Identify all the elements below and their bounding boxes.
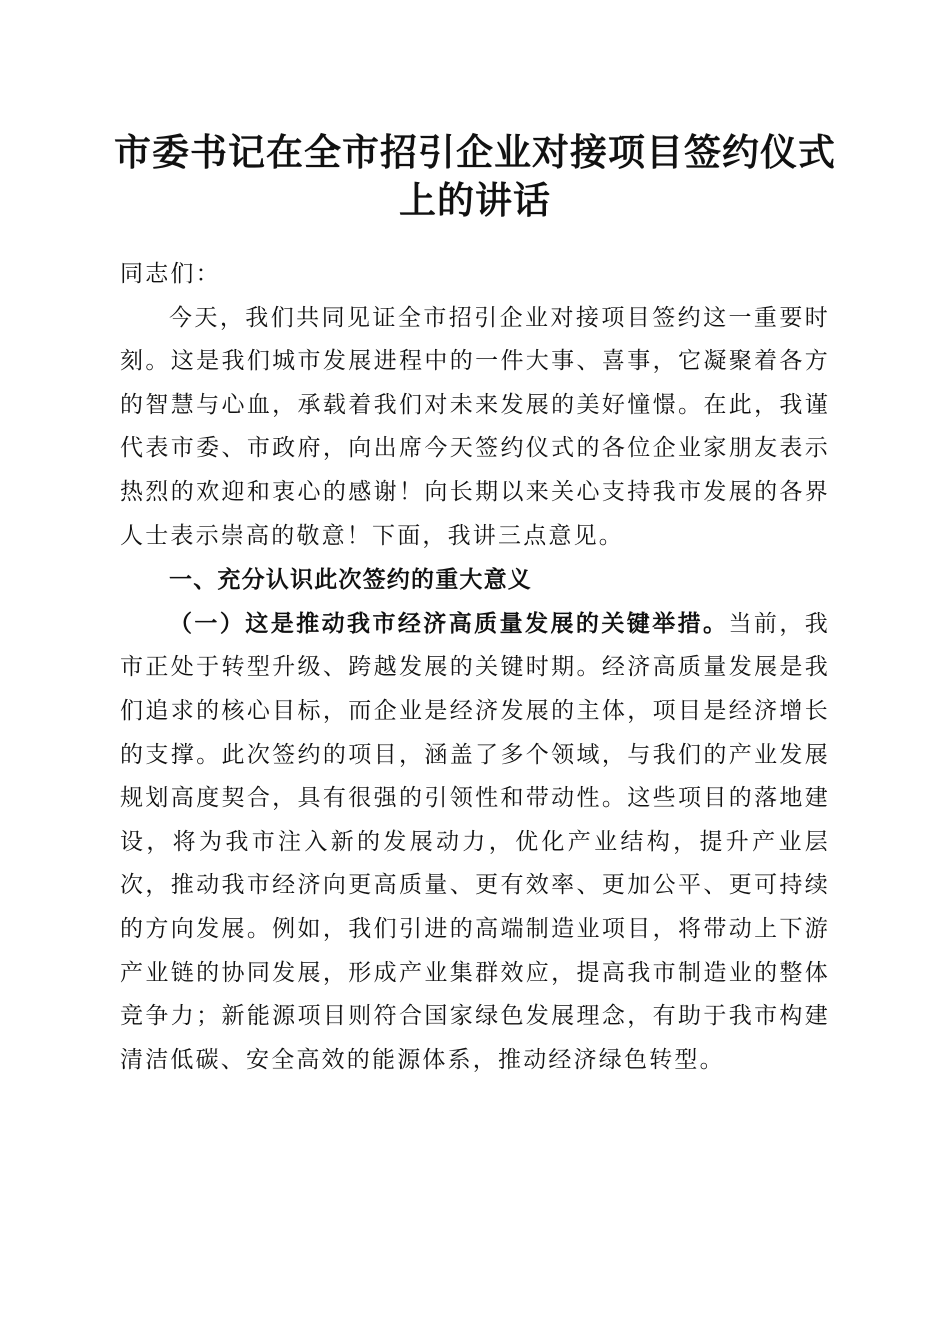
subsection-lead-1: （一）这是推动我市经济高质量发展的关键举措。: [169, 609, 729, 637]
subsection-body-1: 当前，我市正处于转型升级、跨越发展的关键时期。经济高质量发展是我们追求的核心目标，而企业是经济发展的主体，项目是经济增长的支撑。此次签约的项目，涵盖了多个领域，与我们的产业发展规划高度契合，具有很强的引领性和带动性。这些项目的落地建设，将为我市注入新的发展动力，优化产业结构，提升产业层次，推动我市经济向更高质量、更有效率、更加公平、更可持续的方向发展。例如，我们引进的高端制造业项目，将带动上下游产业链的协同发展，形成产业集群效应，提高我市制造业的整体竞争力；新能源项目则符合国家绿色发展理念，有助于我市构建清洁低碳、安全高效的能源体系，推动经济绿色转型。: [120, 610, 830, 1073]
document-body: [120, 253, 830, 1082]
section-heading-1: 一、充分认识此次签约的重大意义: [169, 566, 532, 594]
subsection-paragraph-1: [120, 602, 830, 1083]
opening-paragraph: 今天，我们共同见证全市招引企业对接项目签约这一重要时刻。这是我们城市发展进程中的一件大事、喜事，它凝聚着各方的智慧与心血，承载着我们对未来发展的美好憧憬。在此，我谨代表市委、市政府，向出席今天签约仪式的各位企业家朋友表示热烈的欢迎和衷心的感谢！向长期以来关心支持我市发展的各界人士表示崇高的敬意！下面，我讲三点意见。: [120, 304, 830, 549]
salutation: 同志们：: [120, 261, 221, 287]
document-title: 市委书记在全市招引企业对接项目签约仪式上的讲话: [114, 130, 836, 222]
